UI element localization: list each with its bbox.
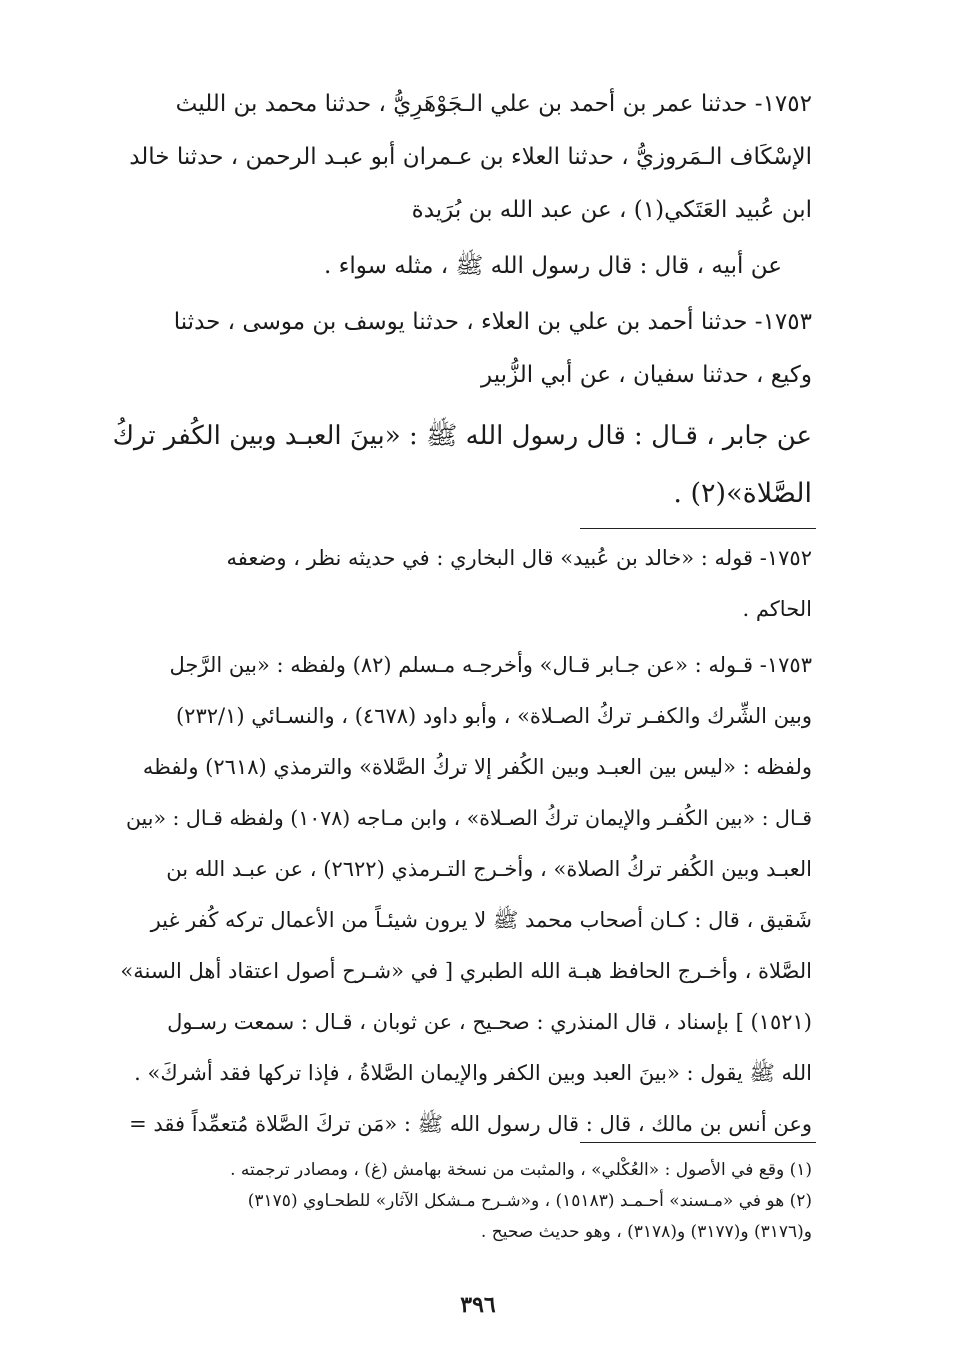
note-1753-line: شَقيق ، قال : كـان أصحاب محمد ﷺ لا يرون شيئـاً من الأعمال تركه كُفر غير xyxy=(150,908,812,932)
hadith-1752-line-3: ابن عُبيد العَتَكي(١) ، عن عبد الله بن بُرَيدة xyxy=(411,197,812,223)
hadith-1752-line-1: ١٧٥٢- حدثنا عمر بن أحمد بن علي الـجَوْهَرِيُّ ، حدثنا محمد بن الليث xyxy=(175,91,812,117)
hadith-1752-line-2: الإسْكَاف الـمَروزيُّ ، حدثنا العلاء بن عـمران أبو عبـد الرحمن ، حدثنا خالد xyxy=(129,144,812,170)
note-1753-line: العبـد وبين الكُفر تركُ الصلاة» ، وأخـرج التـرمذي (٢٦٢٢) ، عن عبـد الله بن xyxy=(166,857,812,881)
hadith-1753-matn xyxy=(110,407,812,523)
footnote-2b: و(٣١٧٦) و(٣١٧٧) و(٣١٧٨) ، وهو حديث صحيح . xyxy=(480,1222,812,1242)
hadith-1752-matn: عن أبيه ، قال : قال رسول الله ﷺ ، مثله سواء . xyxy=(323,253,782,279)
note-1753-line: ١٧٥٣- قـوله : «عن جـابر قـال» وأخرجـه مـسلم (٨٢) ولفظه : «بين الرَّجل xyxy=(169,653,812,677)
note-1753-line: الصَّلاة ، وأخـرج الحافظ هبـة الله الطبري [ في «شـرح أصول اعتقاد أهل السنة» xyxy=(120,959,812,983)
page-number: ٣٩٦ xyxy=(460,1292,496,1318)
hadith-1753-matn-line-1: عن جابر ، قـال : قال رسول الله ﷺ : «بينَ العبـد وبين الكُفر تركُ xyxy=(112,421,812,451)
note-1753-line: ولفظه : «ليس بين العبـد وبين الكُفر إلا تركُ الصَّلاة» والترمذي (٢٦١٨) ولفظه xyxy=(142,755,812,779)
footnote-2a: (٢) هو في «مـسند» أحـمـد (١٥١٨٣) ، و«شـرح مـشكل الآثار» للطحـاوي (٣١٧٥) xyxy=(247,1191,812,1211)
hadith-1753-line-1: ١٧٥٣- حدثنا أحمد بن علي بن العلاء ، حدثنا يوسف بن موسى ، حدثنا xyxy=(173,309,812,335)
note-1753 xyxy=(110,640,812,1150)
note-1752: ١٧٥٢- قوله : «خالد بن عُبيد» قال البخاري : في حديثه نظر ، وضعفه الحاكم . xyxy=(226,546,812,621)
footnotes xyxy=(110,1155,812,1248)
note-1753-line: (١٥٢١) ] بإسناد ، قال المنذري : صحـيح ، عن ثوبان ، قـال : سمعت رسـول xyxy=(167,1010,812,1034)
hadith-1753-matn-line-2: الصَّلاة»(٢) . xyxy=(673,478,812,509)
note-1753-line: الله ﷺ يقول : «بينَ العبد وبين الكفر والإيمان الصَّلاةُ ، فإذا تركها فقد أشركَ» . xyxy=(134,1061,812,1085)
note-1753-line: قـال : «بين الكُفـر والإيمان تركُ الصـلاة» ، وابن مـاجه (١٠٧٨) ولفظه قـال : «بين xyxy=(125,806,812,830)
note-1753-line: وعن أنس بن مالك ، قال : قال رسول الله ﷺ : «مَن تركَ الصَّلاة مُتعمِّداً فقد = xyxy=(129,1112,812,1136)
hadith-1753-line-2: وكيع ، حدثنا سفيان ، عن أبي الزُّبير xyxy=(481,362,812,388)
hadith-1752 xyxy=(110,78,812,237)
note-1753-line: وبين الشِّرك والكفـر تركُ الصـلاة» ، وأبو داود (٤٦٧٨) ، والنسـائي (٢٣٢/١) xyxy=(175,704,812,728)
footnote-1: (١) وقع في الأصول : «العُكْلي» ، والمثبت من نسخة بهامش (غ) ، ومصادر ترجمته . xyxy=(230,1160,812,1180)
footnotes-separator xyxy=(580,1142,816,1143)
notes-separator xyxy=(580,528,816,529)
hadith-1753 xyxy=(110,296,812,402)
